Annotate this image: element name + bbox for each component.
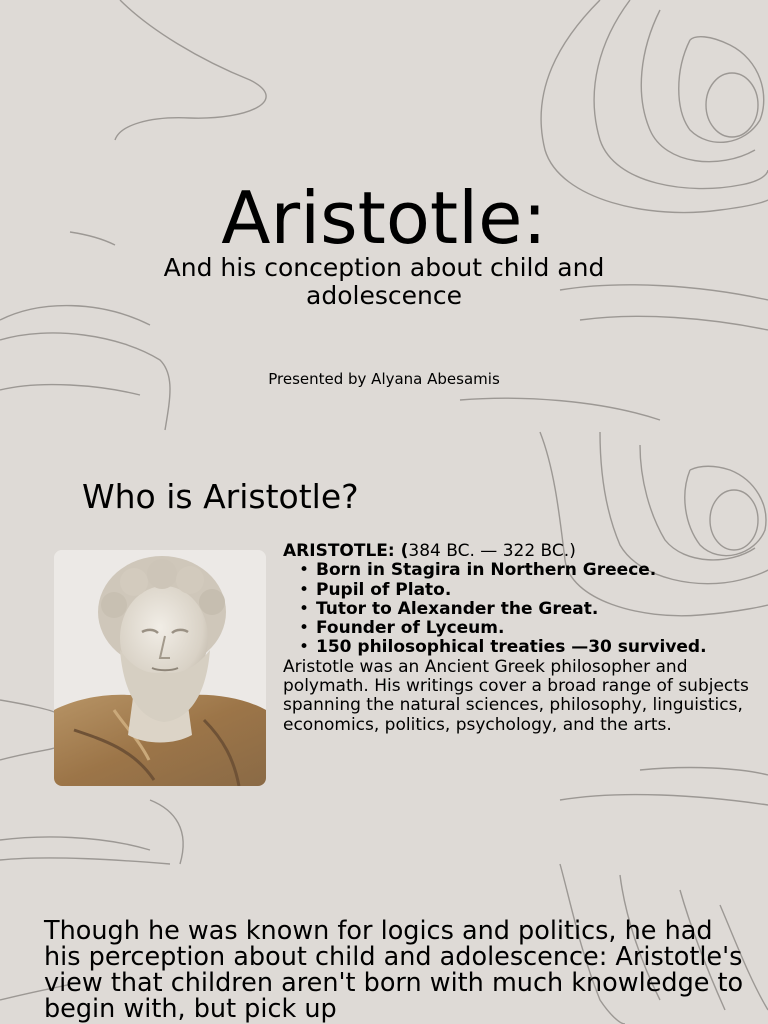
name-label: ARISTOTLE: ( <box>283 541 409 561</box>
fact-list <box>283 561 767 657</box>
fact-student: • Tutor to Alexander the Great. <box>297 600 767 619</box>
fact-works: • 150 philosophical treaties —30 survived. <box>297 638 767 657</box>
life-dates: 384 BC. — 322 BC.) <box>408 541 576 561</box>
fact-teacher: • Pupil of Plato. <box>297 581 767 600</box>
name-and-dates <box>283 542 767 561</box>
biography-description: Aristotle was an Ancient Greek philosopher and polymath. His writings cover a broad range of subjects spanning the natural sciences, philosophy, linguistics, economics, politics, psychology, and the arts. <box>283 656 749 735</box>
presenter-credit: Presented by Alyana Abesamis <box>268 370 500 388</box>
fact-school: • Founder of Lyceum. <box>297 619 767 638</box>
perception-paragraph: Though he was known for logics and politics, he had his perception about child and adolescence: Aristotle's view that children aren't born with much knowledge to begin with, but pick up <box>44 916 744 1024</box>
biography-text <box>283 542 767 735</box>
aristotle-bust-image <box>54 550 266 786</box>
subtitle: And his conception about child and adolescence <box>163 253 605 310</box>
section-heading: Who is Aristotle? <box>82 477 359 516</box>
page-title: Aristotle: <box>221 176 547 260</box>
fact-birthplace: • Born in Stagira in Northern Greece. <box>297 561 767 580</box>
